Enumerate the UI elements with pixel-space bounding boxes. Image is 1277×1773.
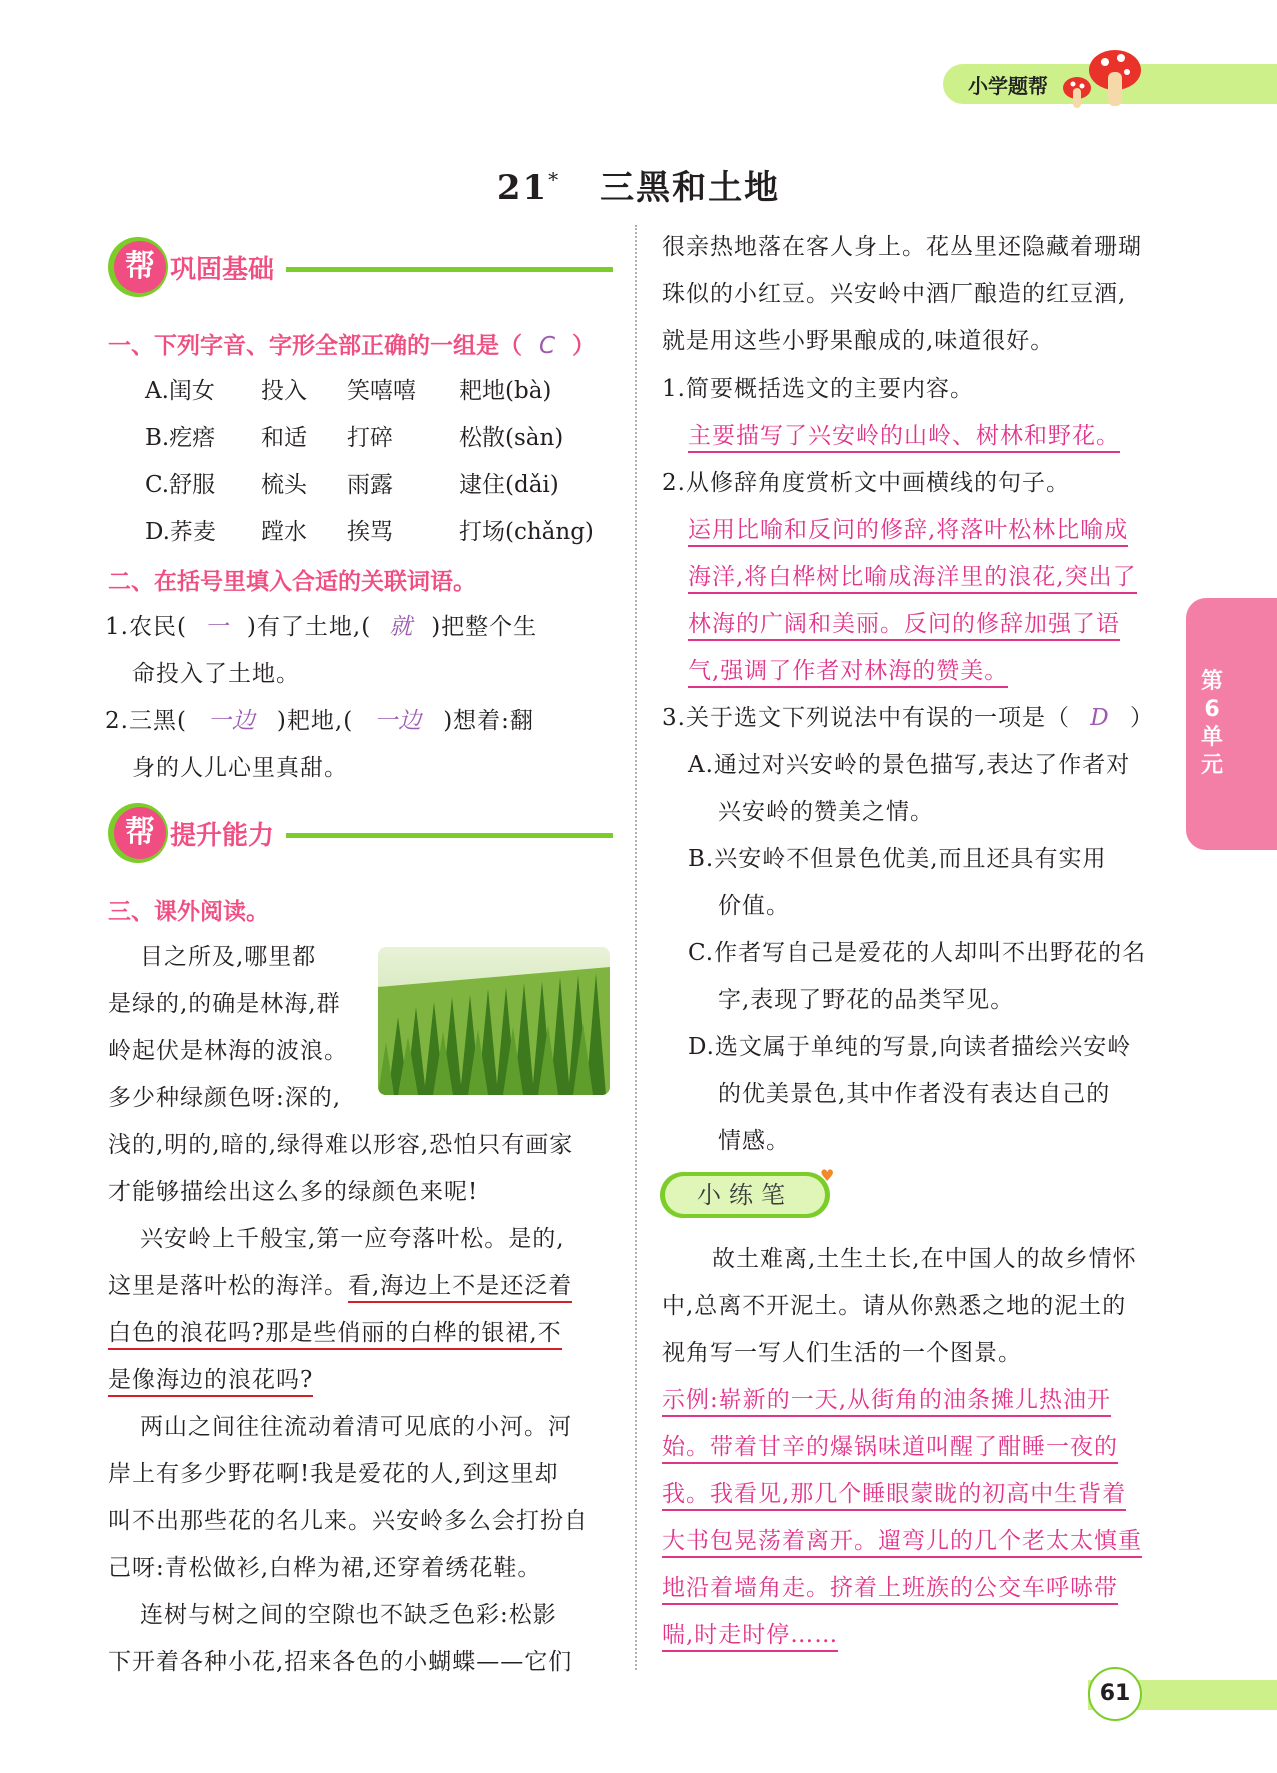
passage-line: 己呀:青松做衫,白桦为裙,还穿着绣花鞋。 bbox=[108, 1555, 542, 1581]
passage-line: 浅的,明的,暗的,绿得难以形容,恐怕只有画家 bbox=[108, 1132, 574, 1158]
passage-line bbox=[108, 1361, 313, 1394]
lesson-name: 三黑和土地 bbox=[600, 168, 781, 208]
practice-prompt: 故土难离,土生土长,在中国人的故乡情怀 bbox=[712, 1246, 1137, 1272]
section-rule bbox=[286, 833, 613, 838]
reading-answer-2: 气,强调了作者对林海的赞美。 bbox=[688, 652, 1008, 685]
section-header-ability bbox=[108, 803, 613, 863]
passage-line: 就是用这些小野果酿成的,味道很好。 bbox=[662, 328, 1055, 354]
option-line: D.选文属于单纯的写景,向读者描绘兴安岭 bbox=[688, 1034, 1132, 1060]
practice-answer: 始。带着甘辛的爆锅味道叫醒了酣睡一夜的 bbox=[662, 1428, 1118, 1461]
underlined-sentence: 是像海边的浪花吗? bbox=[108, 1367, 313, 1397]
practice-label: 小练笔 bbox=[660, 1172, 830, 1218]
passage-line: 连树与树之间的空隙也不缺乏色彩:松影 bbox=[140, 1602, 557, 1628]
passage-line: 多少种绿颜色呀:深的, bbox=[108, 1085, 342, 1111]
page-number: 61 bbox=[1088, 1667, 1142, 1721]
reading-answer-1: 主要描写了兴安岭的山岭、树林和野花。 bbox=[688, 417, 1120, 450]
section-title: 巩固基础 bbox=[170, 255, 275, 285]
blank-answer: 一边 bbox=[374, 708, 423, 734]
question-2-stem: 二、在括号里填入合适的关联词语。 bbox=[108, 569, 476, 595]
reading-question-1: 1.简要概括选文的主要内容。 bbox=[662, 376, 974, 402]
lesson-star: * bbox=[548, 167, 561, 192]
option-line: A.通过对兴安岭的景色描写,表达了作者对 bbox=[688, 752, 1131, 778]
passage-line: 是绿的,的确是林海,群 bbox=[108, 991, 341, 1017]
reading-question-2: 2.从修辞角度赏析文中画横线的句子。 bbox=[662, 470, 1070, 496]
column-divider bbox=[635, 225, 637, 1670]
blank-answer: 一边 bbox=[207, 708, 256, 734]
practice-answer: 喘,时走时停…… bbox=[662, 1616, 838, 1649]
reading-answer-2: 运用比喻和反问的修辞,将落叶松林比喻成 bbox=[688, 511, 1128, 544]
practice-answer: 我。我看见,那几个睡眼蒙眬的初高中生背着 bbox=[662, 1475, 1126, 1508]
practice-prompt: 视角写一写人们生活的一个图景。 bbox=[662, 1340, 1022, 1366]
reading-answer-2: 林海的广阔和美丽。反问的修辞加强了语 bbox=[688, 605, 1120, 638]
heart-icon: ♥ bbox=[820, 1166, 835, 1185]
practice-answer: 大书包晃荡着离开。遛弯儿的几个老太太慎重 bbox=[662, 1522, 1142, 1555]
passage-line: 叫不出那些花的名儿来。兴安岭多么会打扮自 bbox=[108, 1508, 588, 1534]
forest-photo bbox=[378, 947, 610, 1095]
option-line: 字,表现了野花的品类罕见。 bbox=[718, 987, 1015, 1013]
question-2-item-1: 1.农民( 一 )有了土地,( 就 )把整个生 bbox=[105, 608, 537, 641]
section-title: 提升能力 bbox=[170, 821, 275, 851]
option-row: B.疙瘩 和适 打碎 松散(sàn) bbox=[145, 425, 564, 451]
passage-line: 下开着各种小花,招来各色的小蝴蝶——它们 bbox=[108, 1649, 573, 1675]
reading-answer-3: D bbox=[1090, 705, 1110, 731]
passage-line: 兴安岭上千般宝,第一应夸落叶松。是的, bbox=[140, 1226, 565, 1252]
passage-line: 这里是落叶松的海洋。看,海边上不是还泛着 bbox=[108, 1267, 572, 1300]
question-1-stem: 一、下列字音、字形全部正确的一组是（ C ） bbox=[108, 333, 595, 359]
lesson-number: 21 bbox=[496, 168, 549, 208]
passage-line: 才能够描绘出这么多的绿颜色来呢! bbox=[108, 1179, 479, 1205]
blank-answer: 就 bbox=[389, 614, 414, 640]
option-row: D.荞麦 蹚水 挨骂 打场(chǎng) bbox=[145, 519, 594, 545]
passage-line: 岭起伏是林海的波浪。 bbox=[108, 1038, 348, 1064]
question-3-stem: 三、课外阅读。 bbox=[108, 899, 269, 925]
option-line: 情感。 bbox=[718, 1128, 790, 1154]
unit-label: 第 6 单 元 bbox=[1200, 669, 1223, 778]
question-1-answer: C bbox=[538, 333, 556, 359]
option-line: 价值。 bbox=[718, 893, 790, 919]
mushroom-icon bbox=[1055, 40, 1145, 112]
passage-line: 两山之间往往流动着清可见底的小河。河 bbox=[140, 1414, 572, 1440]
section-badge: 帮 bbox=[108, 237, 168, 297]
question-2-item-1-cont: 命投入了土地。 bbox=[132, 661, 300, 687]
practice-answer: 地沿着墙角走。挤着上班族的公交车呼哧带 bbox=[662, 1569, 1118, 1602]
brand-label: 小学题帮 bbox=[968, 74, 1048, 98]
question-2-item-2-cont: 身的人儿心里真甜。 bbox=[132, 755, 348, 781]
section-badge: 帮 bbox=[108, 803, 168, 863]
reading-answer-2: 海洋,将白桦树比喻成海洋里的浪花,突出了 bbox=[688, 558, 1137, 591]
underlined-sentence: 白色的浪花吗?那是些俏丽的白桦的银裙,不 bbox=[108, 1320, 562, 1350]
option-row: C.舒服 梳头 雨露 逮住(dǎi) bbox=[145, 472, 559, 498]
practice-prompt: 中,总离不开泥土。请从你熟悉之地的泥土的 bbox=[662, 1293, 1127, 1319]
option-line: 的优美景色,其中作者没有表达自己的 bbox=[718, 1081, 1111, 1107]
blank-answer: 一 bbox=[204, 614, 229, 640]
passage-line: 岸上有多少野花啊!我是爱花的人,到这里却 bbox=[108, 1461, 559, 1487]
option-line: 兴安岭的赞美之情。 bbox=[718, 799, 934, 825]
question-1-options bbox=[145, 372, 594, 560]
option-line: C.作者写自己是爱花的人却叫不出野花的名 bbox=[688, 940, 1147, 966]
passage-line: 很亲热地落在客人身上。花丛里还隐藏着珊瑚 bbox=[662, 234, 1142, 260]
passage-line: 目之所及,哪里都 bbox=[140, 944, 317, 970]
option-line: B.兴安岭不但景色优美,而且还具有实用 bbox=[688, 846, 1107, 872]
reading-question-3: 3.关于选文下列说法中有误的一项是（ D ） bbox=[662, 705, 1154, 731]
passage-line: 珠似的小红豆。兴安岭中酒厂酿造的红豆酒, bbox=[662, 281, 1127, 307]
lesson-title bbox=[0, 160, 1277, 209]
practice-answer: 示例:崭新的一天,从街角的油条摊儿热油开 bbox=[662, 1381, 1111, 1414]
question-2-item-2: 2.三黑( 一边 )耙地,( 一边 )想着:翻 bbox=[105, 702, 534, 735]
section-rule bbox=[286, 267, 613, 272]
section-header-basics bbox=[108, 237, 613, 297]
option-row: A.闺女 投入 笑嘻嘻 耙地(bà) bbox=[145, 378, 552, 404]
underlined-sentence: 看,海边上不是还泛着 bbox=[348, 1273, 572, 1303]
passage-line bbox=[108, 1314, 562, 1347]
